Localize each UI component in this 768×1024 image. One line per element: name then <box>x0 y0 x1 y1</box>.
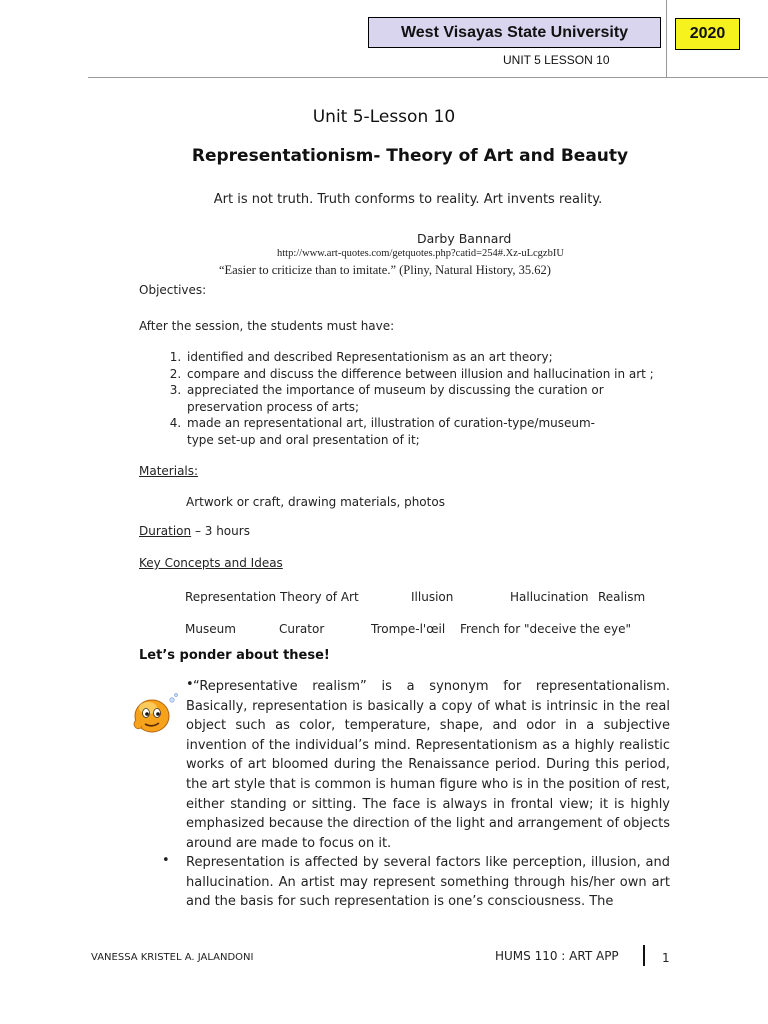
lesson-number: Unit 5-Lesson 10 <box>312 107 456 127</box>
key-concept: Museum <box>185 622 236 636</box>
footer-divider <box>643 945 645 966</box>
duration-label: Duration <box>139 524 192 538</box>
pliny-quote: “Easier to criticize than to imitate.” (Pliny, Natural History, 35.62) <box>219 263 551 277</box>
university-name-box: West Visayas State University <box>368 17 661 48</box>
quote-source-url: http://www.art-quotes.com/getquotes.php?catid=254#.Xz-uLcgzbIU <box>277 248 564 259</box>
duration-line <box>139 524 250 538</box>
ponder-heading: Let’s ponder about these! <box>139 648 330 663</box>
bullet-marker: • <box>186 677 194 692</box>
page-number: 1 <box>662 951 670 965</box>
materials-text: Artwork or craft, drawing materials, photos <box>186 495 445 509</box>
objective-item: 4. made an representational art, illustration of curation-type/museum-type set-up and oral presentation of it; <box>185 415 617 448</box>
footer-author: VANESSA KRISTEL A. JALANDONI <box>91 952 254 963</box>
key-concept: Illusion <box>411 590 454 604</box>
thinking-smiley-icon <box>130 690 180 736</box>
objectives-list <box>140 349 725 448</box>
footer-course: HUMS 110 : ART APP <box>495 949 619 963</box>
header-divider-vertical <box>666 0 667 78</box>
ponder-paragraph-2: Representation is affected by several factors like perception, illusion, and hallucination. An artist may represent something through his/her own art and the basis for such representation is one’s consciousness. The <box>186 855 670 910</box>
duration-value: – 3 hours <box>191 524 250 538</box>
year-badge: 2020 <box>675 18 740 50</box>
key-concept: Hallucination <box>510 590 589 604</box>
bullet-marker: • <box>162 853 170 868</box>
objectives-intro: After the session, the students must have: <box>139 319 395 333</box>
header-divider-horizontal <box>88 77 768 78</box>
materials-heading: Materials: <box>139 464 199 478</box>
objectives-heading: Objectives: <box>139 283 207 297</box>
opening-quote: Art is not truth. Truth conforms to reality. Art invents reality. <box>213 192 603 207</box>
key-concept: Realism <box>598 590 646 604</box>
key-concepts-heading: Key Concepts and Ideas <box>139 556 283 570</box>
objective-item: 3. appreciated the importance of museum by discussing the curation or preservation process of arts; <box>185 382 607 415</box>
key-concept: Trompe-l'œil <box>371 622 446 636</box>
objective-item: 2. compare and discuss the difference between illusion and hallucination in art ; <box>185 366 725 383</box>
key-concept: Curator <box>279 622 325 636</box>
key-concept: French for "deceive the eye" <box>460 622 632 636</box>
lesson-title: Representationism- Theory of Art and Beauty <box>191 146 629 166</box>
quote-author: Darby Bannard <box>417 231 512 246</box>
header-unit-lesson: UNIT 5 LESSON 10 <box>503 53 610 67</box>
ponder-paragraph-1: “Representative realism” is a synonym for representationalism. Basically, representation is basically a copy of what is intrinsic in the real object such as color, temperature, shape, and odor in a subjective invention of the individual’s mind. Representationism as a highly realistic works of art bloomed during the Renaissance period. During this period, the art style that is common is human figure who is in the position of rest, either standing or sitting. The face is always in frontal view; it is highly emphasized because the direction of the light and arrangement of objects around are made to focus on it. <box>186 679 670 851</box>
key-concept: Representation Theory of Art <box>185 590 359 604</box>
objective-item: 1. identified and described Representationism as an art theory; <box>185 349 725 366</box>
